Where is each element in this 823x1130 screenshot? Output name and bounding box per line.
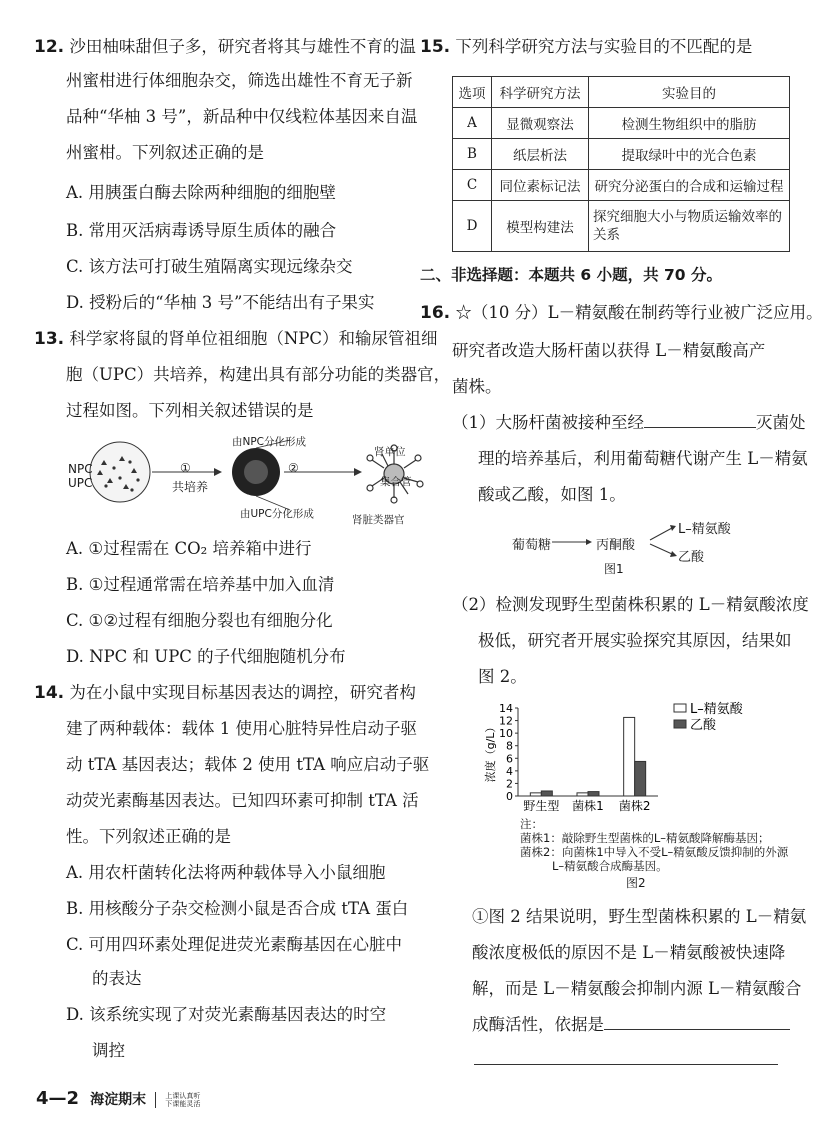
q12-option-c: C. 该方法可打破生殖隔离实现远缘杂交 — [66, 257, 353, 276]
q12-option-a: A. 用胰蛋白酶去除两种细胞的细胞壁 — [66, 183, 336, 202]
category-label: 菌株2 — [618, 799, 651, 813]
category-label: 野生型 — [523, 799, 560, 813]
q14-option-d: D. 该系统实现了对荧光素酶基因表达的时空 — [66, 1005, 387, 1024]
q14-option-c: C. 可用四环素处理促进荧光素酶基因在心脏中 — [66, 935, 403, 954]
figure2-bar-chart — [484, 698, 794, 818]
table-row: C 同位素标记法 研究分泌蛋白的合成和运输过程 — [453, 170, 790, 201]
bar-arginine — [577, 793, 588, 796]
arginine-label: L–精氨酸 — [678, 522, 731, 537]
y-tick-label: 10 — [499, 727, 513, 741]
q13-line-1: 13. 科学家将鼠的肾单位祖细胞（NPC）和输尿管祖细 — [34, 329, 438, 349]
q15-number: 15. — [420, 37, 451, 57]
q16-p3-line-1: ①图 2 结果说明，野生型菌株积累的 L－精氨 — [472, 907, 807, 926]
y-tick-label: 2 — [506, 777, 513, 791]
answer-blank-sterilization[interactable] — [644, 427, 756, 428]
q14-number: 14. — [34, 683, 65, 703]
q12-line-1: 12. 沙田柚味甜但子多，研究者将其与雄性不育的温 — [34, 37, 416, 57]
step2-number: ② — [288, 461, 299, 475]
q14-option-a: A. 用农杆菌转化法将两种载体导入小鼠细胞 — [66, 863, 386, 882]
y-tick-label: 6 — [506, 752, 513, 766]
q14-line-4: 动荧光素酶基因表达。已知四环素可抑制 tTA 活 — [66, 791, 419, 810]
q16-line-1: 16. ☆（10 分）L－精氨酸在制药等行业被广泛应用。 — [420, 303, 823, 323]
q12-line-3: 品种“华柚 3 号”，新品种中仅线粒体基因来自温 — [66, 107, 418, 126]
page-footer — [36, 1088, 200, 1112]
y-tick-label: 12 — [499, 714, 513, 728]
chart-note-1: 菌株1：敲除野生型菌株的L–精氨酸降解酶基因； — [520, 831, 770, 845]
q13-option-c: C. ①②过程有细胞分裂也有细胞分化 — [66, 611, 333, 630]
from-npc-label: 由NPC分化形成 — [232, 436, 307, 448]
q16-p1-line-1: （1）大肠杆菌被接种至经 灭菌处 — [452, 413, 806, 432]
bar-arginine — [624, 717, 635, 796]
q12-line-2: 州蜜柑进行体细胞杂交，筛选出雄性不育无子新 — [66, 71, 413, 90]
table-row: D 模型构建法 探究细胞大小与物质运输效率的关系 — [453, 201, 790, 252]
y-axis-label: 浓度（g/L） — [484, 721, 497, 783]
q13-line-2: 胞（UPC）共培养，构建出具有部分功能的类器官， — [66, 365, 451, 384]
acetate-label: 乙酸 — [678, 550, 705, 565]
q14-line-3: 动 tTA 基因表达；载体 2 使用 tTA 响应启动子驱 — [66, 755, 430, 774]
step1-number: ① — [180, 461, 191, 475]
page-number: 4—2 — [36, 1088, 80, 1109]
collecting-duct-label: 集合管 — [380, 476, 412, 488]
glucose-label: 葡萄糖 — [512, 538, 552, 553]
npc-label: NPC — [68, 462, 93, 476]
figure1-caption: 图1 — [604, 562, 624, 576]
bar-arginine — [530, 793, 541, 796]
section-heading: 二、非选择题：本题共 6 小题，共 70 分。 — [420, 266, 722, 284]
pyruvate-label: 丙酮酸 — [596, 538, 636, 553]
q15-table — [452, 76, 790, 252]
table-header-row: 选项 科学研究方法 实验目的 — [453, 77, 790, 108]
q14-line-1: 14. 为在小鼠中实现目标基因表达的调控，研究者构 — [34, 683, 416, 703]
footer-title: 海淀期末 — [90, 1092, 147, 1108]
q14-option-b: B. 用核酸分子杂交检测小鼠是否合成 tTA 蛋白 — [66, 899, 409, 918]
q13-line-3: 过程如图。下列相关叙述错误的是 — [66, 401, 314, 420]
legend-swatch — [674, 720, 686, 728]
q14-line-2: 建了两种载体：载体 1 使用心脏特异性启动子驱 — [66, 719, 417, 738]
organoid-label: 肾脏类器官 — [352, 514, 405, 526]
y-tick-label: 4 — [506, 764, 513, 778]
legend-label: L–精氨酸 — [690, 702, 743, 717]
q14-option-c-cont: 的表达 — [92, 969, 142, 988]
category-label: 菌株1 — [572, 799, 604, 813]
q16-p2-line-1: （2）检测发现野生型菌株积累的 L－精氨酸浓度 — [452, 595, 809, 614]
q13-number: 13. — [34, 329, 65, 349]
q16-p2-line-2: 极低，研究者开展实验探究其原因，结果如 — [478, 631, 792, 650]
q15-stem: 15. 下列科学研究方法与实验目的不匹配的是 — [420, 37, 753, 57]
q16-p3-line-3: 解，而是 L－精氨酸会抑制内源 L－精氨酸合 — [472, 979, 802, 998]
q14-option-d-cont: 调控 — [92, 1041, 125, 1060]
bar-acetate — [588, 792, 599, 796]
q16-p2-line-3: 图 2。 — [478, 667, 527, 686]
legend-label: 乙酸 — [690, 718, 717, 733]
q12-line-4: 州蜜柑。下列叙述正确的是 — [66, 143, 264, 162]
q13-option-d: D. NPC 和 UPC 的子代细胞随机分布 — [66, 647, 346, 666]
q13-option-a: A. ①过程需在 CO₂ 培养箱中进行 — [66, 539, 312, 558]
q12-option-d: D. 授粉后的“华柚 3 号”不能结出有子果实 — [66, 293, 375, 312]
q12-number: 12. — [34, 37, 65, 57]
table-row: B 纸层析法 提取绿叶中的光合色素 — [453, 139, 790, 170]
table-row: A 显微观察法 检测生物组织中的脂肪 — [453, 108, 790, 139]
upc-label: UPC — [68, 476, 93, 490]
from-upc-label: 由UPC分化形成 — [240, 508, 314, 520]
q13-option-b: B. ①过程通常需在培养基中加入血清 — [66, 575, 335, 594]
bar-acetate — [541, 791, 552, 796]
bar-acetate — [635, 761, 646, 796]
y-tick-label: 14 — [499, 702, 513, 715]
y-tick-label: 8 — [506, 739, 513, 753]
q16-p3-line-4: 成酶活性，依据是 — [472, 1014, 790, 1036]
q12-option-b: B. 常用灭活病毒诱导原生质体的融合 — [66, 221, 337, 240]
answer-blank-evidence[interactable] — [604, 1029, 790, 1030]
legend-swatch — [674, 704, 686, 712]
q14-line-5: 性。下列叙述正确的是 — [66, 827, 231, 846]
chart-note-3: L–精氨酸合成酶基因。 — [552, 859, 668, 873]
nephron-label: 肾单位 — [374, 446, 406, 458]
q16-line-3: 菌株。 — [452, 377, 502, 396]
q16-p1-line-2: 理的培养基后，利用葡萄糖代谢产生 L－精氨 — [478, 449, 808, 468]
q16-line-2: 研究者改造大肠杆菌以获得 L－精氨酸高产 — [452, 341, 766, 360]
chart-note-title: 注： — [520, 817, 543, 831]
q16-p3-line-2: 酸浓度极低的原因不是 L－精氨酸被快速降 — [472, 943, 786, 962]
step1-label: 共培养 — [172, 480, 209, 494]
q16-p1-line-3: 酸或乙酸，如图 1。 — [478, 485, 626, 504]
chart-note-2: 菌株2：向菌株1中导入不受L–精氨酸反馈抑制的外源 — [520, 845, 789, 859]
y-tick-label: 0 — [506, 790, 513, 803]
figure2-caption: 图2 — [626, 876, 646, 890]
answer-line[interactable] — [474, 1064, 778, 1065]
footer-slogan: 上课认真听 下课能灵活 — [165, 1091, 201, 1108]
q16-number: 16. — [420, 303, 451, 323]
